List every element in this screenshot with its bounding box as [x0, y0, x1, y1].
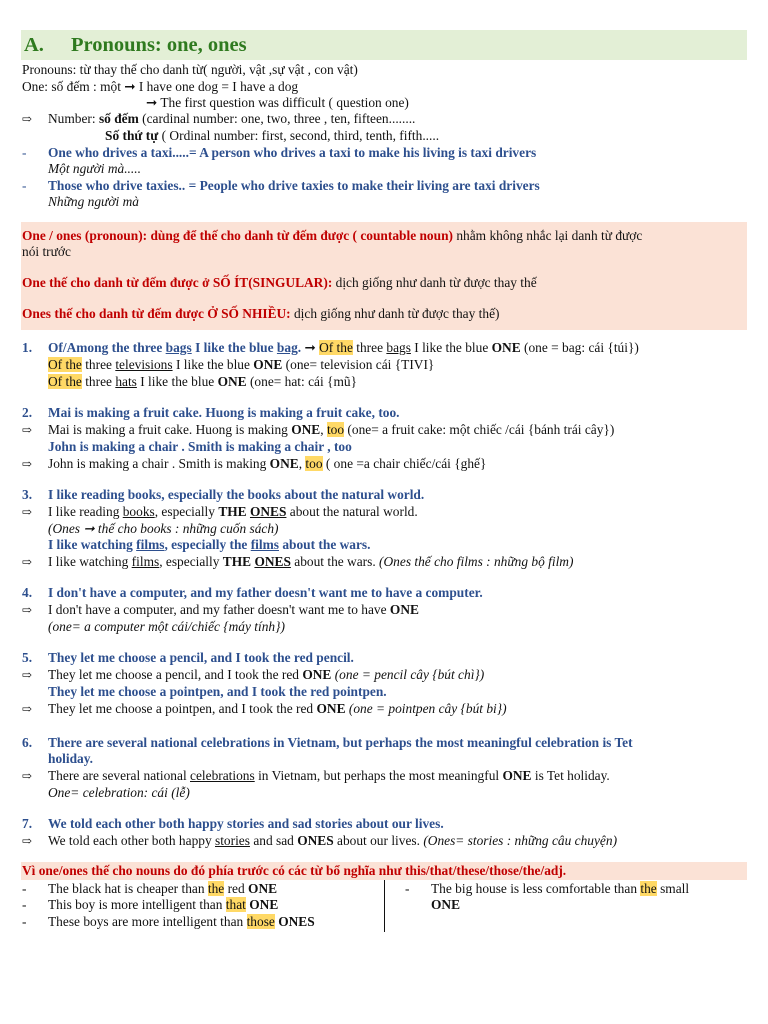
- example-number: 4.: [22, 585, 33, 600]
- e3-a1: I like reading: [48, 504, 123, 519]
- intro-one-example-1: I have one dog = I have a dog: [135, 79, 299, 94]
- e7-a2: and sad: [249, 833, 298, 848]
- highlight: too: [305, 456, 323, 471]
- right-arrow-icon: ➞: [146, 95, 158, 110]
- those-who-text: Those who drive taxies.. = People who drive taxies to make their living are taxi drivers: [48, 178, 540, 193]
- example-1-line-2: [48, 357, 434, 374]
- final-right-line-1: [405, 881, 689, 898]
- final-l1b: red: [224, 881, 249, 896]
- e6-a2: in Vietnam, but perhaps the most meaningful: [254, 768, 503, 783]
- example-6-note: One= celebration: cái (lễ): [48, 785, 190, 800]
- arrow-icon: ⇨: [22, 603, 33, 617]
- example-5-question: [22, 650, 354, 667]
- example-1-line-3: [48, 374, 357, 391]
- e1-l3-one: ONE: [217, 374, 247, 389]
- e1-b: I like the blue: [191, 340, 277, 355]
- e2-question: Mai is making a fruit cake. Huong is making a fruit cake, too.: [48, 405, 400, 420]
- rule-1-rest: nhằm không nhắc lại danh từ được: [453, 228, 643, 243]
- example-4-answer: [22, 602, 419, 619]
- example-5-answer: [22, 667, 484, 684]
- e1-l3-hats: hats: [115, 374, 137, 389]
- e1-l3-a: three: [81, 374, 116, 389]
- intro-one-prefix: One: số đếm : một: [22, 79, 125, 94]
- e6-a1: There are several national: [48, 768, 191, 783]
- so-thu-tu-term: Số thứ tự: [105, 128, 159, 143]
- e2-a3: (one= a fruit cake: một chiếc /cái {bánh trái cây}): [344, 422, 615, 437]
- e3-question: I like reading books, especially the books about the natural world.: [48, 487, 425, 502]
- example-2-question-2: [48, 439, 352, 456]
- e3-a2: , especially: [154, 504, 219, 519]
- e2-a2: ,: [320, 422, 327, 437]
- section-heading-bar: [21, 30, 747, 60]
- arrow-icon: ⇨: [22, 668, 33, 682]
- dash-bullet: -: [22, 178, 27, 193]
- highlight: too: [326, 422, 345, 437]
- e3-b4: (Ones thế cho films : những bộ film): [379, 554, 574, 569]
- rule-3-rest: dịch giống như danh từ được thay thế): [290, 306, 500, 321]
- e5-question-2: They let me choose a pointpen, and I took the red pointpen.: [48, 684, 387, 699]
- highlight: Of the: [319, 340, 353, 355]
- intro-number-line: [22, 111, 415, 128]
- e7-question: We told each other both happy stories and sad stories about our lives.: [48, 816, 444, 831]
- e3-q2-films-2: films: [250, 537, 279, 552]
- rule-1-red: One / ones (pronoun): dùng để thế cho danh từ đếm được ( countable noun): [22, 228, 453, 243]
- e4-a1: I don't have a computer, and my father doesn't want me to have: [48, 602, 390, 617]
- rule-2-line: [22, 275, 537, 292]
- final-l1a: The black hat is cheaper than: [48, 881, 208, 896]
- highlight: Of the: [48, 357, 82, 372]
- rule-1-line: [22, 228, 642, 245]
- e3-q2a: I like watching: [48, 537, 137, 552]
- e7-stories: stories: [215, 833, 250, 848]
- e6-a3: is Tet holiday.: [531, 768, 610, 783]
- example-number: 5.: [22, 650, 33, 665]
- final-line-1: [22, 881, 277, 898]
- intro-one-line-2: [146, 95, 409, 112]
- example-2-question: [22, 405, 400, 422]
- e3-the-2: THE: [222, 554, 255, 569]
- e1-a: Of/Among the three: [48, 340, 166, 355]
- e4-question: I don't have a computer, and my father doesn't want me to have a computer.: [48, 585, 483, 600]
- e6-celebrations: celebrations: [190, 768, 255, 783]
- e5-one-2: ONE: [316, 701, 346, 716]
- final-heading: Vì one/ones thế cho nouns do đó phía trước có các từ bổ nghĩa như this/that/these/those/the/adj.: [22, 863, 567, 878]
- e1-bag: bag: [276, 340, 298, 355]
- dash-bullet: -: [405, 881, 410, 896]
- e3-q2c: about the wars.: [278, 537, 371, 552]
- e2-a1: Mai is making a fruit cake. Huong is making: [48, 422, 292, 437]
- example-4-question: [22, 585, 483, 602]
- e1-d: three: [352, 340, 387, 355]
- intro-one-line: [22, 79, 298, 96]
- example-4-note: (one= a computer một cái/chiếc {máy tính}): [48, 619, 285, 634]
- e3-ones: ONES: [249, 504, 287, 519]
- e1-l2-televisions: televisions: [115, 357, 173, 372]
- e6-question: There are several national celebrations in Vietnam, but perhaps the most meaningful celebration is Tet: [48, 735, 633, 750]
- arrow-icon: ⇨: [22, 555, 33, 569]
- e3-note-2: thế cho books : những cuốn sách): [94, 521, 279, 536]
- dash-bullet: -: [22, 914, 27, 929]
- example-3-answer-2: [22, 554, 573, 571]
- e2-b1: John is making a chair . Smith is making: [48, 456, 270, 471]
- highlight: the: [640, 881, 657, 896]
- right-arrow-icon: ➞: [304, 340, 316, 355]
- e1-l2-c: (one= television cái {TIVI}: [282, 357, 435, 372]
- e1-one: ONE: [491, 340, 521, 355]
- e1-bags-2: bags: [386, 340, 411, 355]
- e5-a1: They let me choose a pencil, and I took the red: [48, 667, 303, 682]
- example-3-question-2: [48, 537, 371, 554]
- e1-f: (one = bag: cái {túi}): [520, 340, 639, 355]
- e1-bags: bags: [165, 340, 192, 355]
- example-6-question-2: [48, 751, 93, 768]
- dash-bullet: -: [22, 881, 27, 896]
- example-number: 3.: [22, 487, 33, 502]
- arrow-icon: ⇨: [22, 457, 33, 471]
- e7-a1: We told each other both happy: [48, 833, 215, 848]
- so-dem-term: số đếm: [98, 111, 139, 126]
- e3-books: books: [122, 504, 155, 519]
- example-number: 1.: [22, 340, 33, 355]
- intro-one-example-2: The first question was difficult ( question one): [157, 95, 409, 110]
- e3-the: THE: [218, 504, 250, 519]
- example-6-question: [22, 735, 633, 752]
- e3-a3: about the natural world.: [286, 504, 418, 519]
- highlight: Of the: [48, 374, 82, 389]
- right-arrow-icon: ➞: [83, 521, 95, 536]
- final-l3-one: ONES: [278, 914, 315, 929]
- e1-l2-one: ONE: [253, 357, 283, 372]
- example-3-question: [22, 487, 424, 504]
- e5-b2: (one = pointpen cây {bút bi}): [345, 701, 507, 716]
- e6-question-2: holiday.: [48, 751, 94, 766]
- e3-b3: about the wars.: [290, 554, 380, 569]
- final-l2-one: ONE: [249, 897, 279, 912]
- e3-b1: I like watching: [48, 554, 132, 569]
- e3-q2b: , especially the: [164, 537, 251, 552]
- highlight: those: [246, 914, 275, 929]
- column-divider: [384, 880, 385, 932]
- arrow-icon: ⇨: [22, 423, 33, 437]
- section-letter: A.: [24, 34, 44, 56]
- number-label: Number:: [48, 111, 99, 126]
- e7-a3: about our lives.: [333, 833, 424, 848]
- e1-l3-b: I like the blue: [136, 374, 218, 389]
- example-number: 2.: [22, 405, 33, 420]
- example-number: 6.: [22, 735, 33, 750]
- e4-one: ONE: [389, 602, 419, 617]
- final-line-2: [22, 897, 278, 914]
- one-who-line: [22, 145, 536, 162]
- e2-question-2: John is making a chair . Smith is making a chair , too: [48, 439, 352, 454]
- e2-one: ONE: [291, 422, 321, 437]
- rule-2-red: One thế cho danh từ đếm được ở SỐ ÍT(SINGULAR):: [22, 275, 333, 290]
- example-7-answer: [22, 833, 617, 850]
- cardinal-text: (cardinal number: one, two, three , ten, fifteen........: [138, 111, 416, 126]
- example-3-note: [48, 521, 279, 538]
- example-1-line-1: [22, 340, 639, 357]
- section-title: [24, 34, 247, 56]
- final-l1-one: ONE: [248, 881, 278, 896]
- e5-one: ONE: [302, 667, 332, 682]
- dash-bullet: -: [22, 897, 27, 912]
- e2-b2: ,: [298, 456, 306, 471]
- e3-ones-2: ONES: [254, 554, 291, 569]
- arrow-icon: ⇨: [22, 834, 33, 848]
- e5-question: They let me choose a pencil, and I took the red pencil.: [48, 650, 354, 665]
- e5-a2: (one = pencil cây {bút chì}): [331, 667, 485, 682]
- example-number: 7.: [22, 816, 33, 831]
- e2-b3: ( one =a chair chiếc/cái {ghế}: [322, 456, 487, 471]
- rule-3-red: Ones thế cho danh từ đếm được Ở SỐ NHIỀU:: [22, 306, 291, 321]
- e3-note: (Ones: [48, 521, 84, 536]
- e6-one: ONE: [502, 768, 532, 783]
- e1-l2-a: three: [81, 357, 116, 372]
- arrow-icon: ⇨: [22, 702, 33, 716]
- example-5-answer-2: [22, 701, 507, 718]
- ordinal-text: ( Ordinal number: first, second, third, tenth, fifth.....: [158, 128, 440, 143]
- e7-note: (Ones= stories : những câu chuyện): [423, 833, 618, 848]
- example-2-answer: [22, 422, 614, 439]
- section-title-text: Pronouns: one, ones: [71, 34, 247, 56]
- final-l2a: This boy is more intelligent than: [48, 897, 226, 912]
- dash-bullet: -: [22, 145, 27, 160]
- intro-pronouns-line: Pronouns: từ thay thế cho danh từ( người, vật ,sự vật , con vật): [22, 62, 358, 77]
- final-l3a: These boys are more intelligent than: [48, 914, 247, 929]
- e5-b1: They let me choose a pointpen, and I took the red: [48, 701, 317, 716]
- final-r1b: small: [656, 881, 690, 896]
- e3-b2: , especially: [159, 554, 223, 569]
- those-who-line: [22, 178, 540, 195]
- e3-films: films: [131, 554, 160, 569]
- example-7-question: [22, 816, 444, 833]
- e1-e: I like the blue: [410, 340, 492, 355]
- final-r1a: The big house is less comfortable than: [431, 881, 641, 896]
- e2-one-2: ONE: [269, 456, 299, 471]
- arrow-icon: ⇨: [22, 505, 33, 519]
- one-who-vi: Một người mà.....: [48, 161, 141, 176]
- e1-l3-c: (one= hat: cái {mũ}: [246, 374, 358, 389]
- rule-3-line: [22, 306, 499, 323]
- arrow-icon: ⇨: [22, 112, 33, 126]
- highlight: that: [225, 897, 246, 912]
- those-who-vi: Những người mà: [48, 194, 139, 209]
- right-arrow-icon: ➞: [124, 79, 136, 94]
- highlight: the: [207, 881, 225, 896]
- e7-ones: ONES: [297, 833, 334, 848]
- rule-1-line-2: nói trước: [22, 244, 71, 259]
- rule-2-rest: dịch giống như danh từ được thay thế: [332, 275, 537, 290]
- example-5-question-2: [48, 684, 387, 701]
- final-line-3: [22, 914, 315, 931]
- final-right-line-2: ONE: [431, 897, 461, 912]
- example-2-answer-2: [22, 456, 486, 473]
- example-3-answer: [22, 504, 418, 521]
- example-6-answer: [22, 768, 610, 785]
- e1-c: .: [297, 340, 305, 355]
- one-who-text: One who drives a taxi.....= A person who drives a taxi to make his living is taxi drivers: [48, 145, 537, 160]
- arrow-icon: ⇨: [22, 769, 33, 783]
- e3-q2-films: films: [136, 537, 165, 552]
- e1-l2-b: I like the blue: [172, 357, 254, 372]
- intro-ordinal-line: [105, 128, 439, 145]
